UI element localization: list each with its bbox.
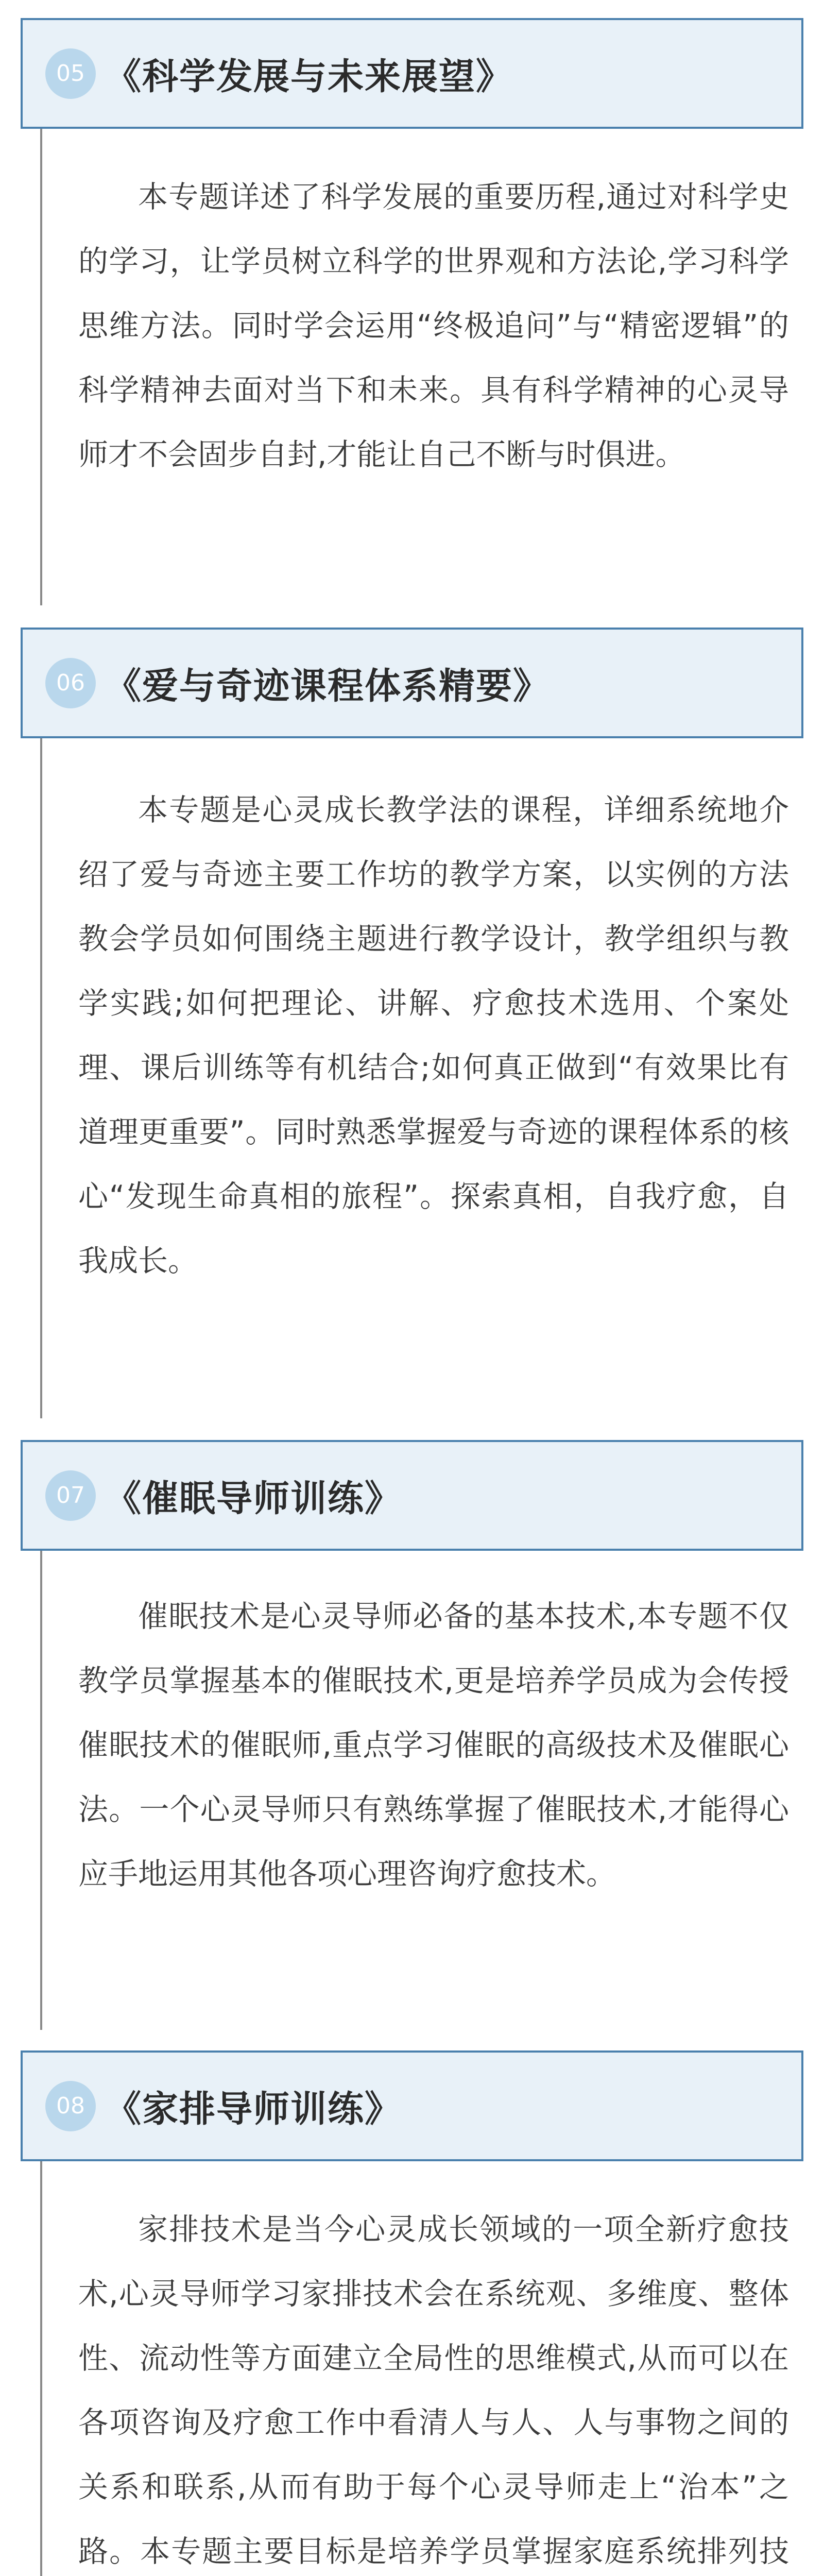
section-header: [21, 18, 803, 129]
section-title: 《科学发展与未来展望》: [105, 55, 513, 97]
section-number-badge: 05: [45, 48, 96, 99]
section-body-text: 本专题详述了科学发展的重要历程,通过对科学史的学习，让学员树立科学的世界观和方法论,学习科学思维方法。同时学会运用“终极追问”与“精密逻辑”的科学精神去面对当下和未来。具有科学精神的心灵导师才不会固步自封,才能让自己不断与时俱进。: [78, 179, 789, 472]
section-body-text: 催眠技术是心灵导师必备的基本技术,本专题不仅教学员掌握基本的催眠技术,更是培养学员成为会传授催眠技术的催眠师,重点学习催眠的高级技术及催眠心法。一个心灵导师只有熟练掌握了催眠技术,才能得心应手地运用其他各项心理咨询疗愈技术。: [78, 1599, 789, 1891]
section-header: [21, 2050, 803, 2161]
section-header: [21, 1440, 803, 1551]
section-number-badge: 06: [45, 658, 96, 708]
section-left-rule: [40, 1551, 42, 2030]
section-left-rule: [40, 738, 42, 1418]
section-left-rule: [40, 129, 42, 605]
section-title: 《催眠导师训练》: [105, 1477, 402, 1519]
section-body-text: 家排技术是当今心灵成长领域的一项全新疗愈技术,心灵导师学习家排技术会在系统观、多维度、整体性、流动性等方面建立全局性的思维模式,从而可以在各项咨询及疗愈工作中看清人与人、人与事物之间的关系和联系,从而有助于每个心灵导师走上“治本”之路。本专题主要目标是培养学员掌握家庭系统排列技: [78, 2212, 789, 2569]
section-title: 《家排导师训练》: [105, 2088, 402, 2130]
section-number-badge: 07: [45, 1470, 96, 1521]
section-number-badge: 08: [45, 2081, 96, 2131]
section-title: 《爱与奇迹课程体系精要》: [105, 665, 550, 707]
section-body-text: 本专题是心灵成长教学法的课程，详细系统地介绍了爱与奇迹主要工作坊的教学方案，以实例的方法教会学员如何围绕主题进行教学设计，教学组织与教学实践;如何把理论、讲解、疗愈技术选用、个案处理、课后训练等有机结合;如何真正做到“有效果比有道理更重要”。同时熟悉掌握爱与奇迹的课程体系的核心“发现生命真相的旅程”。探索真相，自我疗愈，自我成长。: [78, 792, 789, 1278]
section-left-rule: [40, 2161, 42, 2576]
section-header: [21, 628, 803, 738]
